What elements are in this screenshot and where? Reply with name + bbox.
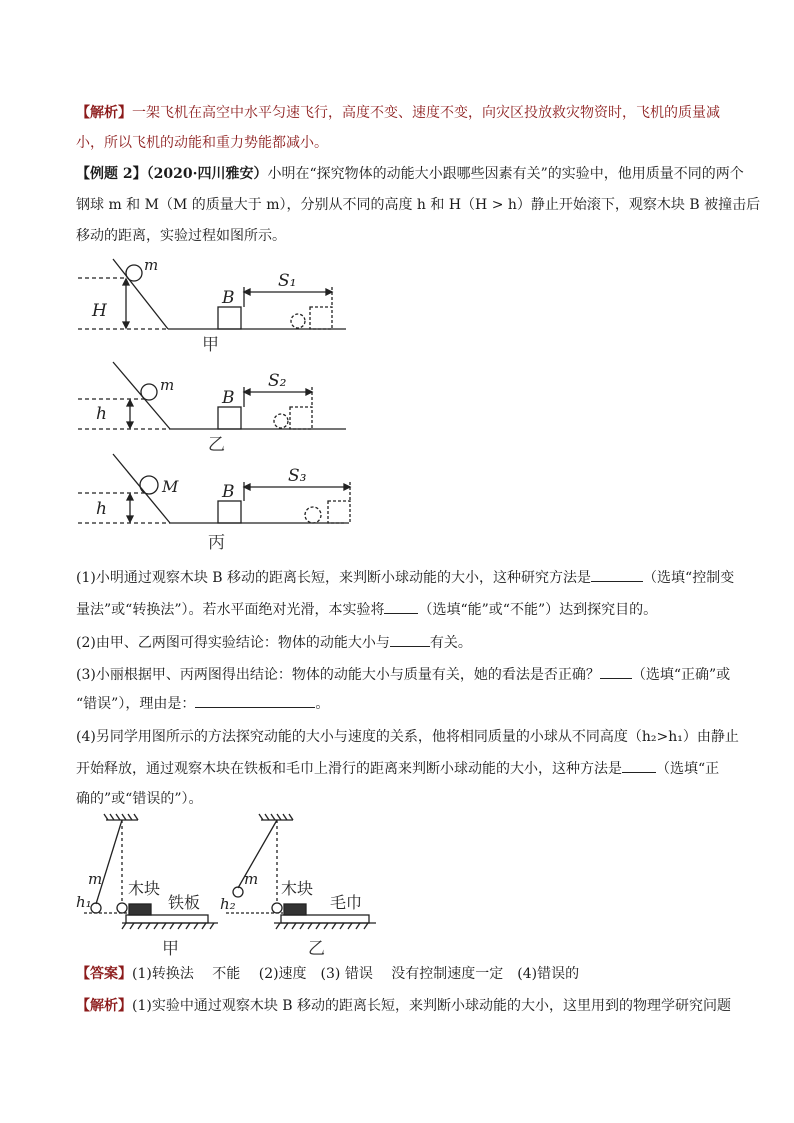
block-label: B xyxy=(222,482,235,502)
question-2-line-1: (2)由甲、乙两图可得实验结论：物体的动能大小与 有关。 xyxy=(76,632,726,653)
caption-yi: 乙 xyxy=(208,435,225,455)
analysis-1-line-2: 小，所以飞机的动能和重力势能都减小。 xyxy=(76,135,328,151)
wood-block xyxy=(284,904,306,915)
block-label: 木块 xyxy=(128,879,161,898)
height-label: h xyxy=(96,404,107,424)
ball-label: m xyxy=(160,376,175,394)
analysis-1-line-1: 【解析】一架飞机在高空中水平匀速飞行，高度不变、速度不变，向灾区投放救灾物资时，飞机的质量减 xyxy=(76,105,720,121)
example-tag: 【例题 2】 xyxy=(76,166,147,182)
ball-label: m xyxy=(144,256,159,274)
ball-bottom xyxy=(117,903,127,913)
block-label: B xyxy=(222,288,235,308)
example-line-3: 移动的距离，实验过程如图所示。 xyxy=(76,228,286,244)
answer-blank[interactable] xyxy=(600,664,632,679)
string xyxy=(96,820,122,904)
answer-blank[interactable] xyxy=(390,632,430,647)
question-4-line-2: 开始释放，通过观察木块在铁板和毛巾上滑行的距离来判断小球动能的大小，这种方法是 （选填“正 xyxy=(76,758,726,779)
panel-jia xyxy=(78,259,346,329)
analysis-tag: 【解析】 xyxy=(76,998,132,1014)
ball-m xyxy=(141,384,157,400)
ball-M xyxy=(140,476,158,494)
surface-label: 毛巾 xyxy=(330,893,363,912)
distance-label: S₃ xyxy=(288,466,307,486)
height-label: h xyxy=(96,499,107,519)
question-4-line-3: 确的”或“错误的”）。 xyxy=(76,791,203,807)
ball-label: m xyxy=(244,870,259,888)
example-source: （2020·四川雅安） xyxy=(146,166,268,182)
answer-blank[interactable] xyxy=(591,567,643,582)
figure-1-ramp-experiment xyxy=(78,254,358,554)
block-label: 木块 xyxy=(281,879,314,898)
distance-label: S₂ xyxy=(268,371,287,391)
answer-tag: 【答案】 xyxy=(76,966,132,982)
block-b xyxy=(218,501,241,523)
question-3-line-1: (3)小丽根据甲、丙两图得出结论：物体的动能大小与质量有关，她的看法是否正确？ （选填“正确”或 xyxy=(76,664,726,685)
question-1-line-1: (1)小明通过观察木块 B 移动的距离长短，来判断小球动能的大小，这种研究方法是 （选填“控制变 xyxy=(76,567,726,588)
example-line-2: 钢球 m 和 M（M 的质量大于 m），分别从不同的高度 h 和 H（H > h）静止开始滚下，观察木块 B 被撞击后 xyxy=(76,197,761,213)
ball-label: m xyxy=(88,870,103,888)
answer-text: (1)转换法 不能 (2)速度 (3) 错误 没有控制速度一定 (4)错误的 xyxy=(132,966,580,982)
analysis-tag: 【解析】 xyxy=(76,105,132,121)
towel xyxy=(281,915,369,923)
block-b-moved xyxy=(310,307,332,329)
caption-jia: 甲 xyxy=(162,939,179,959)
height-label: h₁ xyxy=(76,893,92,911)
height-label: H xyxy=(92,301,107,321)
figure-2-pendulum-experiment xyxy=(76,812,386,962)
example-line-1: 【例题 2】（2020·四川雅安）小明在“探究物体的动能大小跟哪些因素有关”的实验中，他用质量不同的两个 xyxy=(76,166,744,182)
wood-block xyxy=(129,904,151,915)
height-label: h₂ xyxy=(220,895,236,913)
answer-blank[interactable] xyxy=(195,693,315,708)
question-3-line-2: “错误”），理由是： 。 xyxy=(76,693,726,714)
panel-yi xyxy=(78,362,346,429)
answer-line xyxy=(76,964,726,984)
block-label: B xyxy=(222,388,235,408)
block-b-moved xyxy=(328,501,350,523)
ball-bottom xyxy=(272,903,282,913)
ball-m xyxy=(126,265,142,281)
distance-label: S₁ xyxy=(278,271,297,291)
answer-blank[interactable] xyxy=(384,599,418,614)
ball-label: M xyxy=(162,477,179,496)
surface-label: 铁板 xyxy=(168,893,201,912)
question-4-line-1: (4)另同学用图所示的方法探究动能的大小与速度的关系，他将相同质量的小球从不同高度（h₂>h₁）由静止 xyxy=(76,729,739,745)
question-1-line-2: 量法”或“转换法”）。若水平面绝对光滑，本实验将 （选填“能”或“不能”）达到探究目的。 xyxy=(76,599,726,620)
ball-start xyxy=(91,903,101,913)
caption-bing: 丙 xyxy=(208,533,225,553)
block-b xyxy=(218,307,241,329)
block-b-moved xyxy=(290,407,312,429)
block-b xyxy=(218,407,241,429)
caption-yi: 乙 xyxy=(308,939,325,959)
panel-bing xyxy=(78,454,350,523)
answer-blank[interactable] xyxy=(622,758,656,773)
caption-jia: 甲 xyxy=(202,335,219,355)
analysis-2-line-1: 【解析】(1)实验中通过观察木块 B 移动的距离长短，来判断小球动能的大小，这里用到的物理学研究问题 xyxy=(76,998,732,1014)
iron-plate xyxy=(126,915,208,923)
